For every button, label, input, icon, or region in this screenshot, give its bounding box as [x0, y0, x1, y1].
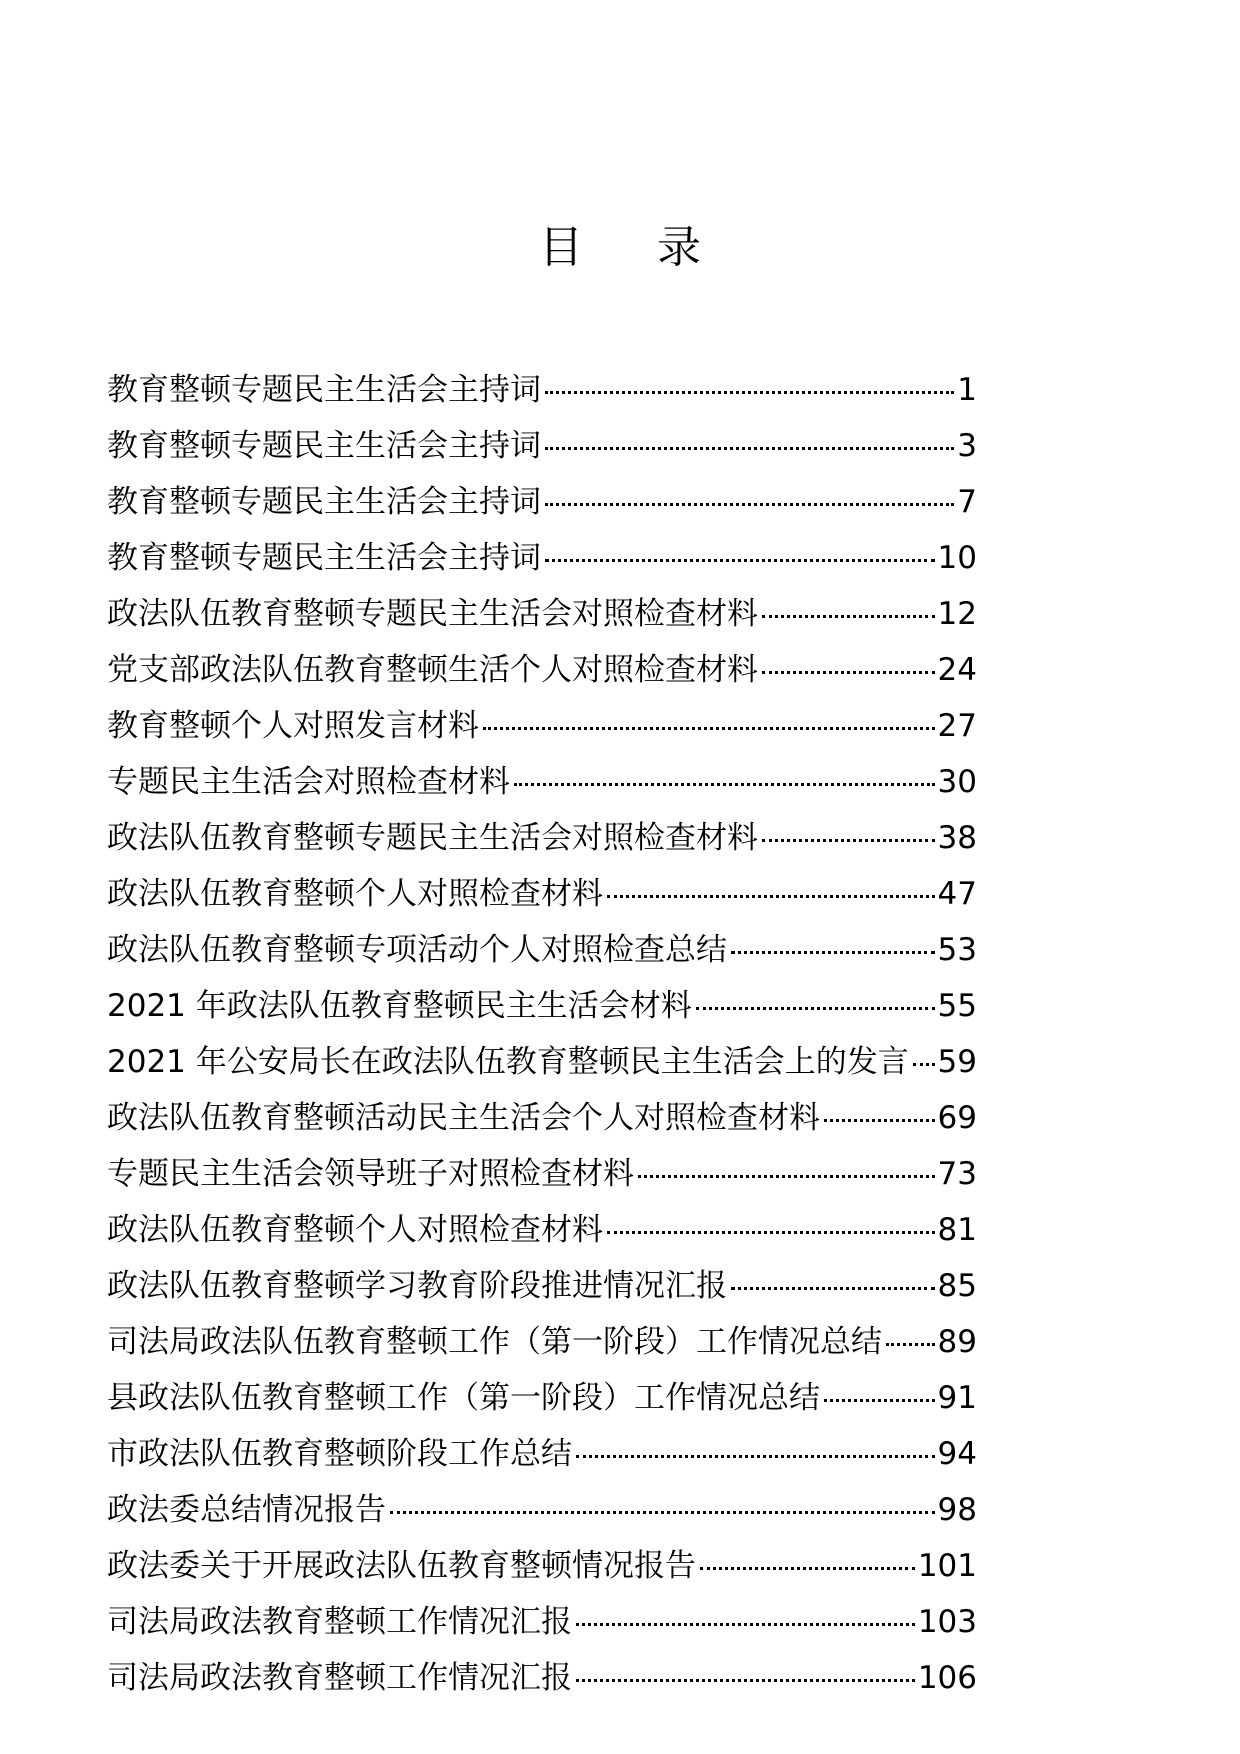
toc-entry[interactable]: [107, 1090, 977, 1146]
toc-entry[interactable]: [107, 754, 977, 810]
toc-page-number: 73: [937, 1156, 977, 1192]
toc-page-number: 38: [937, 820, 977, 856]
toc-dot-leader: [731, 1287, 935, 1290]
toc-dot-leader: [576, 1623, 915, 1626]
toc-page-number: 1: [957, 372, 977, 408]
toc-entry[interactable]: [107, 922, 977, 978]
toc-page-number: 53: [937, 932, 977, 968]
toc-page-number: 101: [917, 1548, 977, 1584]
toc-entry[interactable]: [107, 810, 977, 866]
toc-entry-title: 政法委关于开展政法队伍教育整顿情况报告: [107, 1548, 696, 1584]
toc-dot-leader: [762, 839, 935, 842]
toc-entry-title: 政法队伍教育整顿活动民主生活会个人对照检查材料: [107, 1100, 820, 1136]
toc-entry-title: 政法队伍教育整顿专题民主生活会对照检查材料: [107, 820, 758, 856]
toc-entry-title: 2021 年政法队伍教育整顿民主生活会材料: [107, 988, 692, 1024]
toc-entry-title: 专题民主生活会领导班子对照检查材料: [107, 1156, 634, 1192]
toc-page-number: 91: [937, 1380, 977, 1416]
toc-page-number: 103: [917, 1604, 977, 1640]
toc-dot-leader: [390, 1511, 935, 1514]
toc-entry[interactable]: [107, 1202, 977, 1258]
toc-dot-leader: [913, 1063, 935, 1066]
toc-dot-leader: [731, 951, 935, 954]
toc-page-number: 7: [957, 484, 977, 520]
toc-entry-title: 政法队伍教育整顿学习教育阶段推进情况汇报: [107, 1268, 727, 1304]
toc-dot-leader: [545, 503, 954, 506]
toc-entry-title: 政法委总结情况报告: [107, 1492, 386, 1528]
toc-page-number: 81: [937, 1212, 977, 1248]
toc-dot-leader: [824, 1399, 935, 1402]
toc-entry-title: 市政法队伍教育整顿阶段工作总结: [107, 1436, 572, 1472]
toc-page-number: 85: [937, 1268, 977, 1304]
toc-entry[interactable]: [107, 362, 977, 418]
toc-entry[interactable]: [107, 1594, 977, 1650]
toc-entry-title: 教育整顿专题民主生活会主持词: [107, 540, 541, 576]
toc-entry[interactable]: [107, 1034, 977, 1090]
toc-entry-title: 2021 年公安局长在政法队伍教育整顿民主生活会上的发言: [107, 1044, 909, 1080]
toc-entry[interactable]: [107, 642, 977, 698]
toc-dot-leader: [886, 1343, 935, 1346]
toc-entry-title: 县政法队伍教育整顿工作（第一阶段）工作情况总结: [107, 1380, 820, 1416]
toc-entry[interactable]: [107, 698, 977, 754]
toc-entry-title: 政法队伍教育整顿专题民主生活会对照检查材料: [107, 596, 758, 632]
toc-title: 目 录: [539, 222, 731, 273]
toc-page-number: 27: [937, 708, 977, 744]
toc-dot-leader: [607, 895, 935, 898]
toc-entry[interactable]: [107, 1314, 977, 1370]
toc-entry-title: 政法队伍教育整顿个人对照检查材料: [107, 1212, 603, 1248]
toc-entry-title: 教育整顿个人对照发言材料: [107, 708, 479, 744]
toc-entry-title: 党支部政法队伍教育整顿生活个人对照检查材料: [107, 652, 758, 688]
toc-entry[interactable]: [107, 474, 977, 530]
toc-entry[interactable]: [107, 978, 977, 1034]
toc-entry[interactable]: [107, 1538, 977, 1594]
toc-page-number: 10: [937, 540, 977, 576]
toc-entry[interactable]: [107, 530, 977, 586]
toc-entry[interactable]: [107, 1482, 977, 1538]
toc-dot-leader: [696, 1007, 935, 1010]
toc-page-number: 30: [937, 764, 977, 800]
toc-entry[interactable]: [107, 1650, 977, 1706]
toc-entry[interactable]: [107, 866, 977, 922]
toc-entry-title: 教育整顿专题民主生活会主持词: [107, 428, 541, 464]
toc-entry-title: 司法局政法教育整顿工作情况汇报: [107, 1660, 572, 1696]
toc-page-number: 106: [917, 1660, 977, 1696]
toc-entry-title: 司法局政法教育整顿工作情况汇报: [107, 1604, 572, 1640]
toc-entry-title: 专题民主生活会对照检查材料: [107, 764, 510, 800]
toc-entry-title: 政法队伍教育整顿个人对照检查材料: [107, 876, 603, 912]
toc-page-number: 47: [937, 876, 977, 912]
toc-dot-leader: [824, 1119, 935, 1122]
toc-page-number: 59: [937, 1044, 977, 1080]
toc-dot-leader: [762, 615, 935, 618]
toc-entry-title: 政法队伍教育整顿专项活动个人对照检查总结: [107, 932, 727, 968]
toc-page-number: 3: [957, 428, 977, 464]
toc-dot-leader: [545, 559, 935, 562]
toc-entry[interactable]: [107, 1426, 977, 1482]
toc-page-number: 98: [937, 1492, 977, 1528]
toc-entry-title: 教育整顿专题民主生活会主持词: [107, 372, 541, 408]
toc-dot-leader: [483, 727, 935, 730]
toc-dot-leader: [762, 671, 935, 674]
toc-page-number: 69: [937, 1100, 977, 1136]
toc-dot-leader: [545, 391, 954, 394]
toc-entry[interactable]: [107, 586, 977, 642]
toc-list: [107, 362, 1007, 1706]
toc-page-number: 89: [937, 1324, 977, 1360]
toc-dot-leader: [545, 447, 954, 450]
toc-page-number: 55: [937, 988, 977, 1024]
toc-dot-leader: [700, 1567, 915, 1570]
toc-dot-leader: [576, 1679, 915, 1682]
toc-dot-leader: [638, 1175, 935, 1178]
toc-dot-leader: [607, 1231, 935, 1234]
toc-page-number: 94: [937, 1436, 977, 1472]
toc-entry-title: 教育整顿专题民主生活会主持词: [107, 484, 541, 520]
toc-dot-leader: [576, 1455, 935, 1458]
toc-dot-leader: [514, 783, 935, 786]
toc-entry[interactable]: [107, 1370, 977, 1426]
toc-entry[interactable]: [107, 1146, 977, 1202]
toc-page-number: 12: [937, 596, 977, 632]
toc-entry-title: 司法局政法队伍教育整顿工作（第一阶段）工作情况总结: [107, 1324, 882, 1360]
toc-entry[interactable]: [107, 418, 977, 474]
toc-page-number: 24: [937, 652, 977, 688]
toc-entry[interactable]: [107, 1258, 977, 1314]
